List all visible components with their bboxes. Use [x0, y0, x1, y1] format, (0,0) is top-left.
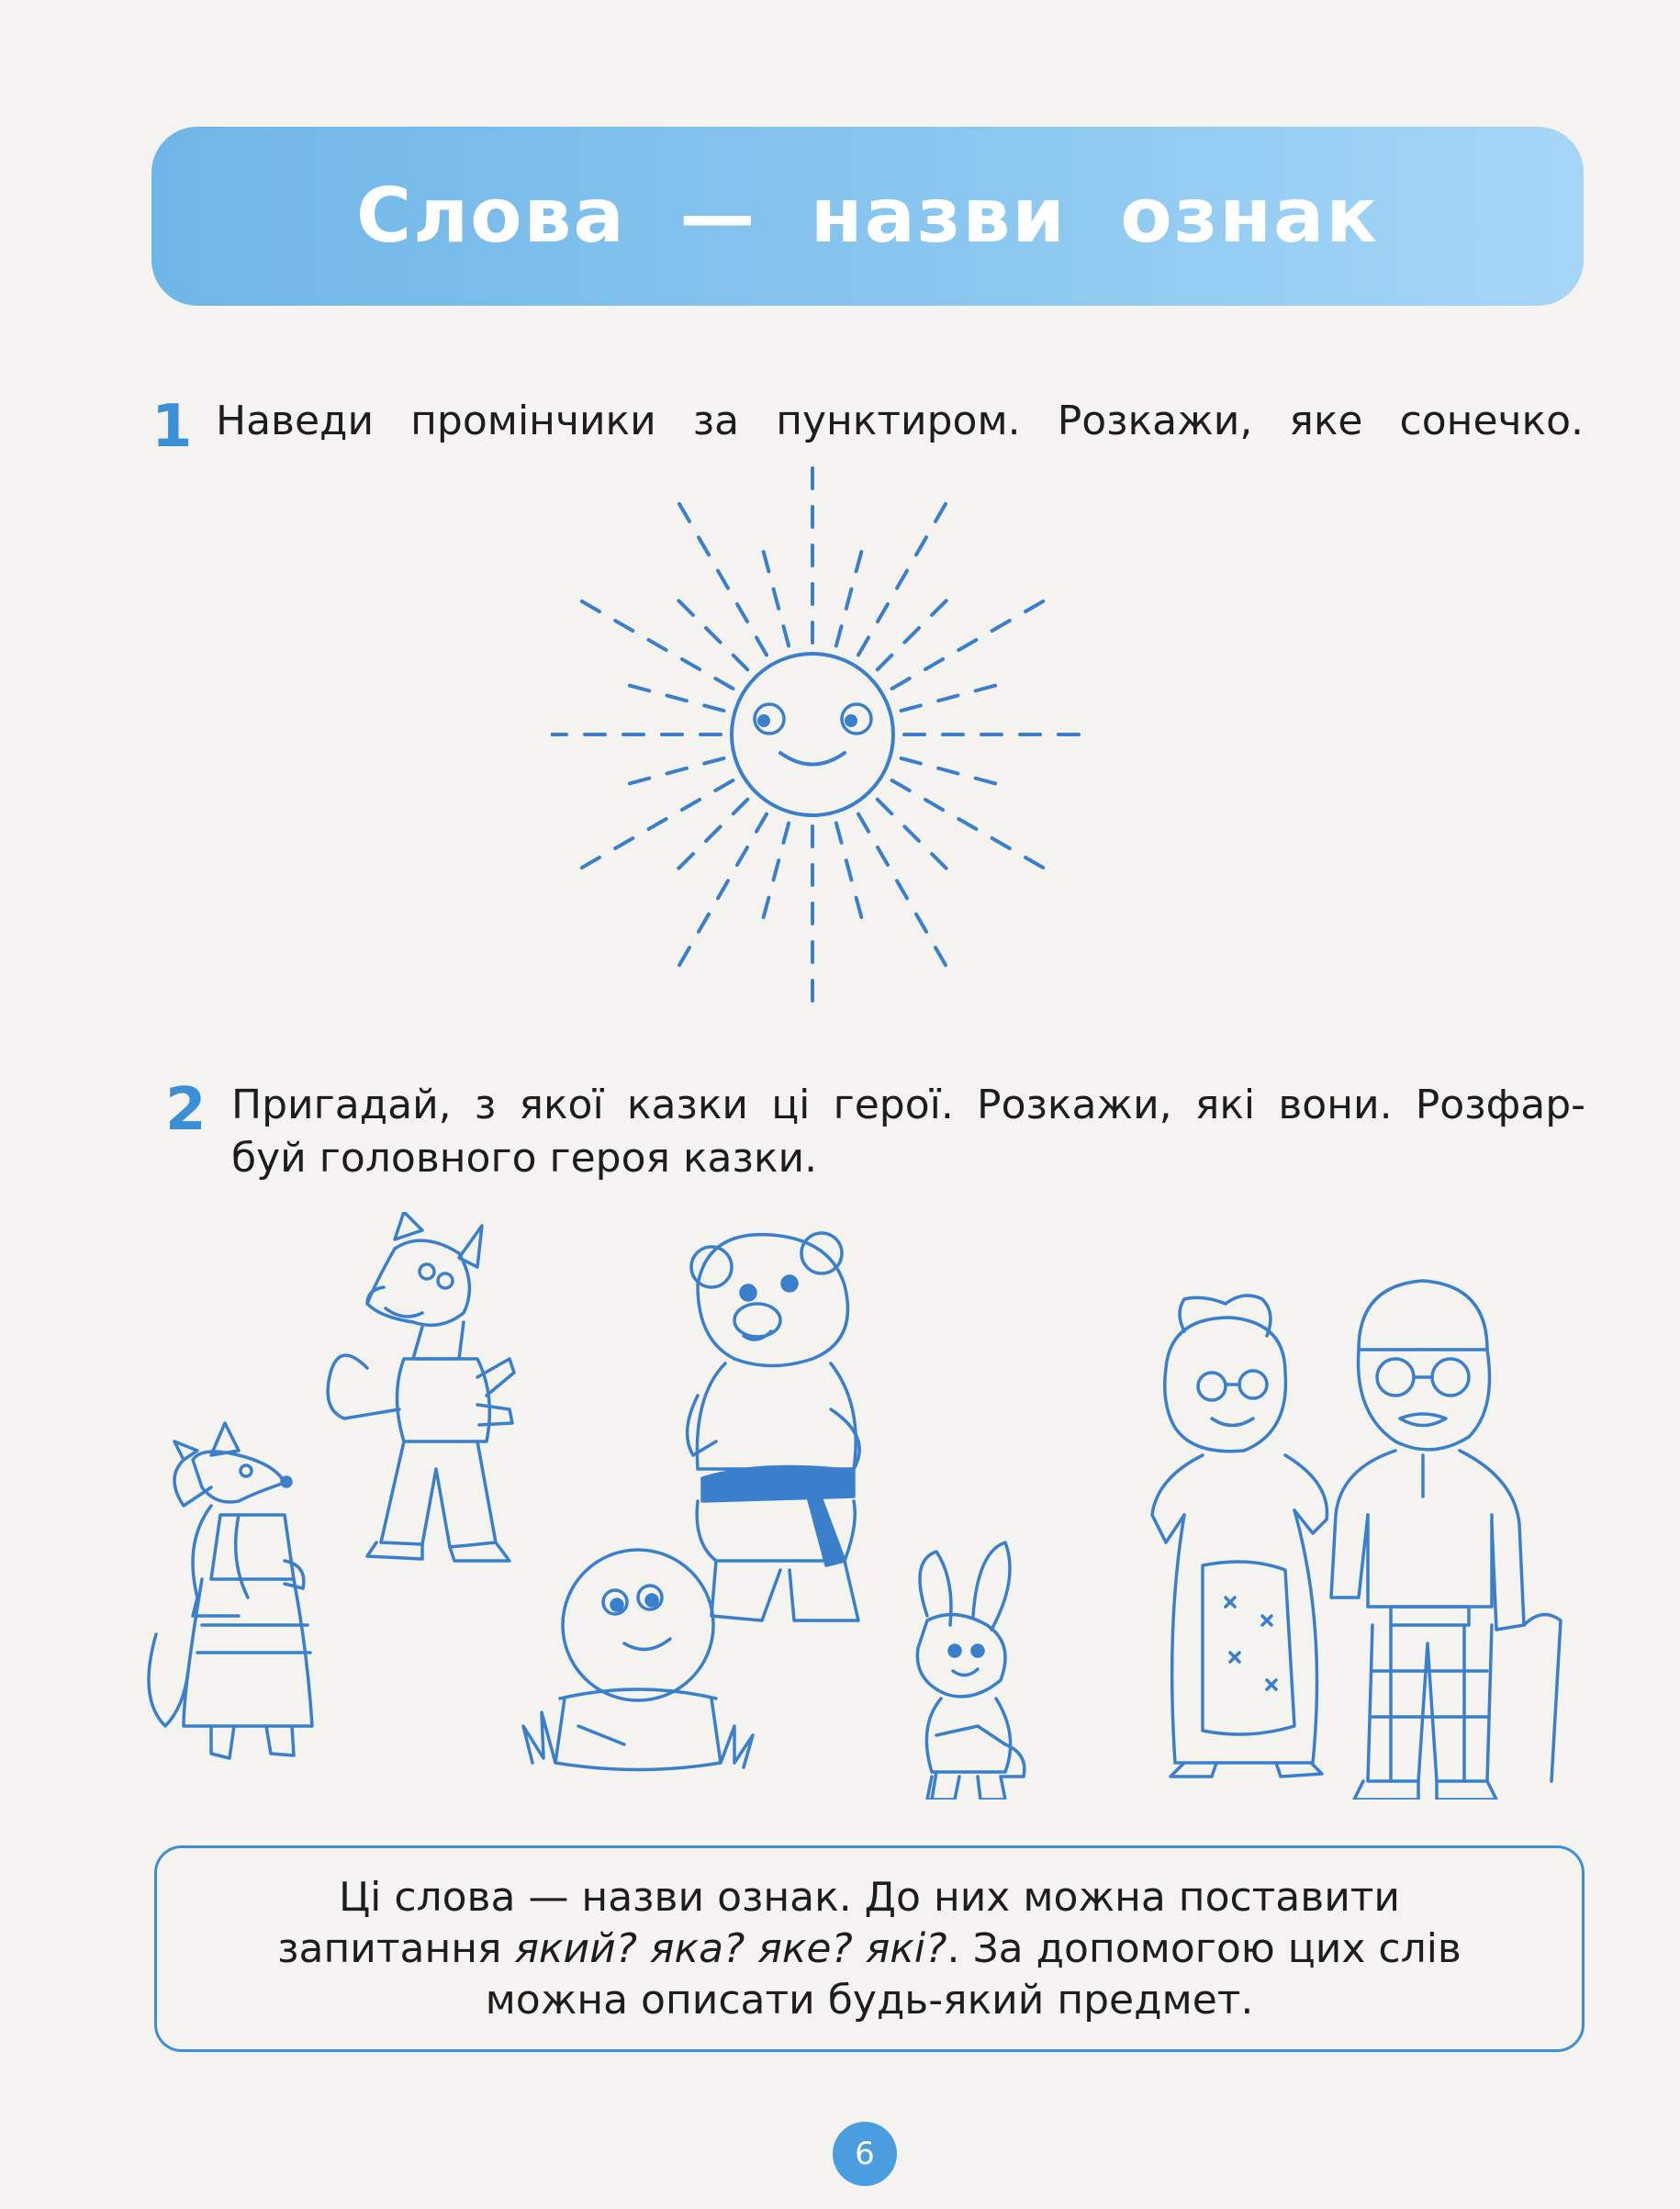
smiling-sun-icon — [551, 459, 1138, 1028]
rule-box — [154, 1845, 1585, 2052]
page-number-badge — [833, 2122, 897, 2186]
sun-face — [732, 654, 893, 815]
task-number-2: 2 — [165, 1076, 207, 1144]
dashed-rays — [551, 468, 1079, 1001]
task-text-2-line-2: буй головного героя казки. — [231, 1135, 818, 1182]
fairy-tale-characters — [147, 1212, 1616, 1800]
grandmother-icon — [1152, 1295, 1327, 1777]
page-title: Слова — назви ознак — [355, 173, 1380, 260]
bear-icon — [688, 1233, 860, 1620]
task-text-2 — [231, 1079, 1585, 1185]
rule-line-3: можна описати будь-який предмет. — [485, 1976, 1254, 2024]
rule-line-1: Ці слова — назви ознак. До них можна поставити — [338, 1873, 1401, 1921]
hare-icon — [917, 1542, 1024, 1800]
fox-icon — [149, 1423, 312, 1758]
wolf-icon — [328, 1212, 514, 1561]
task-text-2-line-1: Пригадай, з якої казки ці герої. Розкажи, які вони. Розфар- — [231, 1082, 1585, 1128]
kolobok-icon — [523, 1550, 753, 1770]
task-number-1: 1 — [151, 393, 193, 461]
title-banner — [151, 127, 1584, 306]
task-text-1: Наведи промінчики за пунктиром. Розкажи, яке сонечко. — [216, 398, 1584, 444]
page-number: 6 — [855, 2136, 875, 2172]
rule-line-2-end: . За допомогою цих слів — [946, 1924, 1462, 1972]
rule-line-2 — [277, 1923, 1462, 1975]
rule-line-2-start: запитання — [277, 1924, 515, 1972]
grandfather-icon — [1331, 1281, 1561, 1800]
rule-questions: який? яка? яке? які? — [514, 1924, 947, 1972]
